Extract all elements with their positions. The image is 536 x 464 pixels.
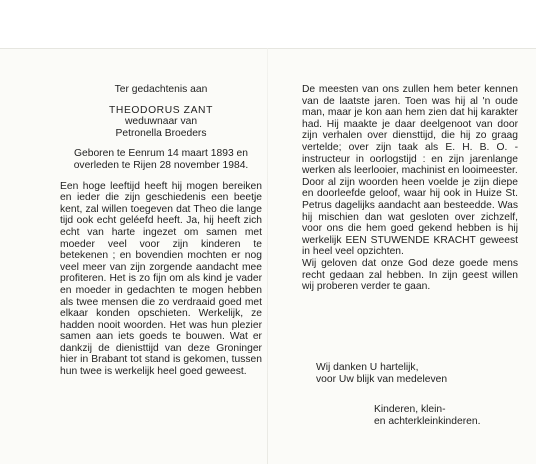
died-line: overleden te Rijen 28 november 1984. bbox=[73, 159, 249, 171]
card-fold-line bbox=[267, 48, 268, 464]
stuwende-kracht-emphasis: EEN STUWENDE KRACHT bbox=[345, 234, 476, 246]
relation-line: weduwnaar van bbox=[124, 116, 198, 128]
left-column bbox=[60, 84, 262, 378]
thanks-line-2: voor Uw blijk van medeleven bbox=[316, 374, 448, 385]
thanks-block bbox=[316, 362, 447, 386]
left-paragraph: Een hoge leeftijd heeft hij mogen bereiken en ieder die zijn geschiedenis een beetje kent, zal willen toegeven dat Theo die lange tijd ook echt geléefd heeft. Ja, hij heeft zich echt van harte ingezet om samen met moeder veel voor zijn kinderen te betekenen ; en bovendien mochten er nog veel meer van zijn zorgende aandacht mee profiteren. Het is zo fijn om als kind je vader en moeder in gedachten te mogen hebben als twee mensen die zo verdraaid goed met elkaar konden opschieten. Werkelijk, ze hadden nooit woorden. Het was hun plezier samen aan iets goeds te bouwen. Wat er dankzij de dienisttijd van deze Groninger hier in Brabant tot stand is gekomen, tussen hun twee is werkelijk heel goed geweest. bbox=[60, 180, 262, 378]
signature-block bbox=[374, 404, 480, 428]
right-paragraph-2 bbox=[302, 177, 518, 258]
thanks-line-1: Wij danken U hartelijk, bbox=[316, 362, 419, 373]
right-paragraph-2-start: Door al zijn woorden heen voelde je zijn diepe en doorleefde geloof, waar hij ook in Huize St. Petrus dagelijks aandacht aan besteedde. Was hij mischien dan wat gesloten over zichzelf, voor ons die hem goed gekend hebben is hij werkelijk bbox=[302, 176, 518, 246]
card-top-edge bbox=[0, 48, 536, 49]
memorial-line: Ter gedachtenis aan bbox=[114, 84, 208, 95]
born-line: Geboren te Eenrum 14 maart 1893 en bbox=[73, 148, 248, 160]
spouse-name: Petronella Broeders bbox=[115, 127, 207, 139]
right-paragraph-1: De meesten van ons zullen hem beter kennen van de laatste jaren. Toen was hij al 'n oude man, maar je kon aan hem zien dat hij karakter had. Hij maakte je daar deelgenoot van door zijn verhalen over diensttijd, die hij zo graag vertelde; over zijn taak als E. H. B. O. - instructeur in oorlogstijd : en zijn jarenlange werken als leerlooier, machinist en looimeester. bbox=[302, 84, 518, 177]
deceased-name: THEODORUS ZANT bbox=[109, 104, 213, 116]
signature-line-1: Kinderen, klein- bbox=[374, 404, 446, 415]
right-paragraph-2-end: geweest in heel veel opzichten. bbox=[302, 234, 519, 258]
right-paragraph-3: Wij geloven dat onze God deze goede mens recht gedaan zal hebben. In zijn geest willen wij proberen verder te gaan. bbox=[302, 257, 518, 293]
right-column bbox=[302, 84, 518, 293]
signature-line-2: en achterkleinkinderen. bbox=[374, 416, 481, 427]
